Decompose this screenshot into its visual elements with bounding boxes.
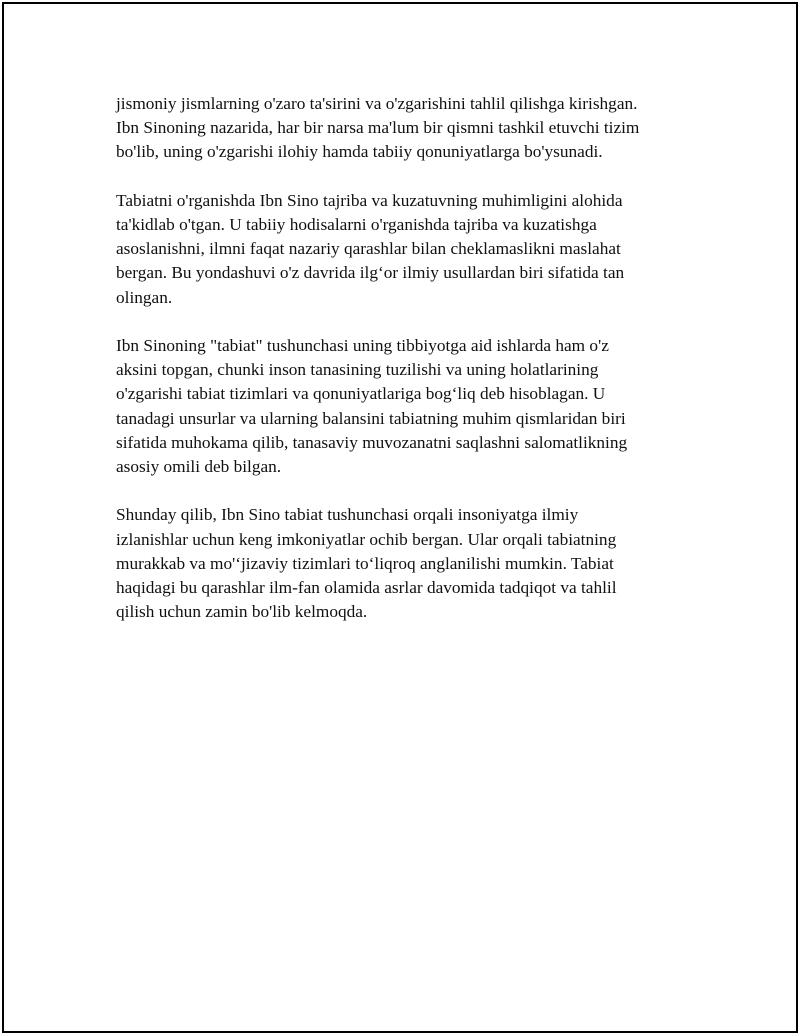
paragraph-3: Ibn Sinoning "tabiat" tushunchasi uning tibbiyotga aid ishlarda ham o'z aksini topgan, chunki inson tanasining tuzilishi va uning holatlarining o'zgarishi tabiat tizimlari va qonuniyatlariga bog‘liq deb hisoblagan. U tanadagi unsurlar va ularning balansini tabiatning muhim qismlaridan biri sifatida muhokama qilib, tanasaviy muvozanatni saqlashni salomatlikning asosiy omili deb bilgan. bbox=[116, 336, 628, 477]
paragraph-4: Shunday qilib, Ibn Sino tabiat tushunchasi orqali insoniyatga ilmiy izlanishlar uchun keng imkoniyatlar ochib bergan. Ular orqali tabiatning murakkab va mo'‘jizaviy tizimlari to‘liqroq anglanilishi mumkin. Tabiat haqidagi bu qarashlar ilm-fan olamida asrlar davomida tadqiqot va tahlil qilish uchun zamin bo'lib kelmoqda. bbox=[116, 505, 617, 622]
paragraph-1: jismoniy jismlarning o'zaro ta'sirini va o'zgarishini tahlil qilishga kirishgan. Ibn Sinoning nazarida, har bir narsa ma'lum bir qismni tashkil etuvchi tizim bo'lib, uning o'zgarishi ilohiy hamda tabiiy qonuniyatlarga bo'ysunadi. bbox=[116, 94, 640, 162]
paragraph-2: Tabiatni o'rganishda Ibn Sino tajriba va kuzatuvning muhimligini alohida ta'kidlab o'tgan. U tabiiy hodisalarni o'rganishda tajriba va kuzatishga asoslanishni, ilmni faqat nazariy qarashlar bilan cheklamaslikni maslahat bergan. Bu yondashuvi o'z davrida ilg‘or ilmiy usullardan biri sifatida tan olingan. bbox=[116, 190, 625, 307]
document-body bbox=[116, 92, 696, 649]
